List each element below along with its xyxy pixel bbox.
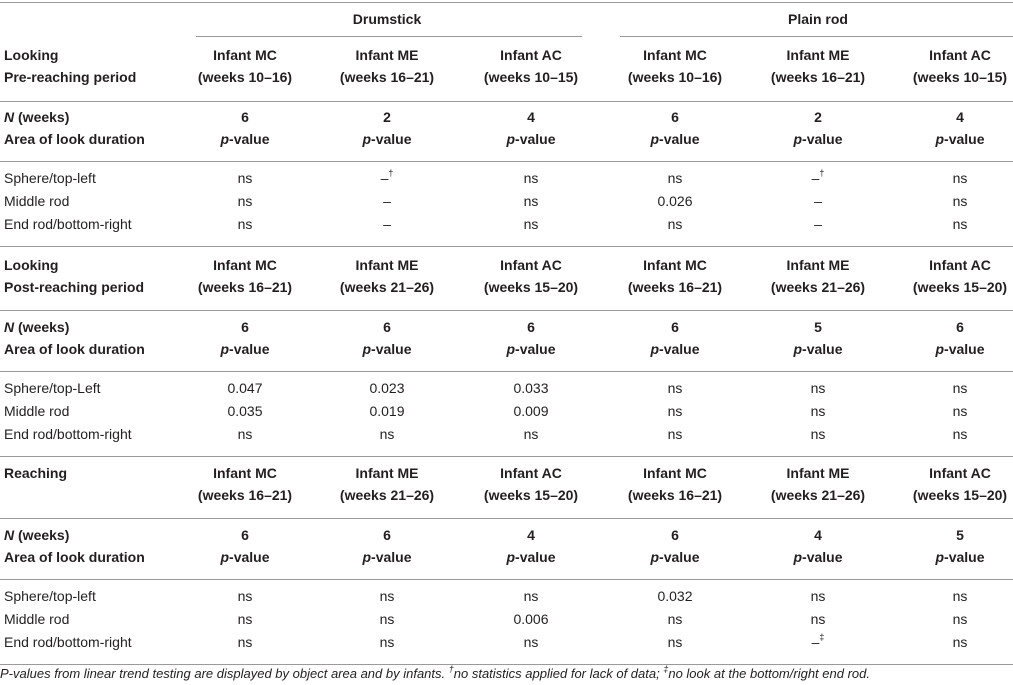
p-value-rule xyxy=(0,161,1013,162)
block-header-rule xyxy=(0,518,1013,519)
p-value-text: 0.032 xyxy=(657,588,693,604)
block-header-rule xyxy=(0,310,1013,311)
p-symbol: p xyxy=(935,549,945,565)
p-value-rule xyxy=(0,371,1013,372)
p-value-text: ns xyxy=(810,588,826,604)
area-of-look-label: Area of look duration xyxy=(4,131,145,147)
column-header-weeks: (weeks 16–21) xyxy=(339,69,435,85)
top-rule xyxy=(0,2,1013,3)
n-value-cell: 6 xyxy=(241,527,249,543)
p-value-text: ns xyxy=(667,170,683,186)
p-value-text: ns xyxy=(237,588,253,604)
p-value-suffix: -value xyxy=(515,549,556,565)
p-value-cell xyxy=(870,400,1013,422)
p-value-text: 0.026 xyxy=(657,193,693,209)
n-value-cell: 4 xyxy=(956,109,964,125)
column-header-infant: Infant MC xyxy=(643,257,707,273)
p-value-text: ns xyxy=(952,403,968,419)
block-label-line2: Post-reaching period xyxy=(4,279,145,295)
p-value-text: – xyxy=(811,634,820,650)
p-symbol: p xyxy=(650,131,660,147)
p-value-text: 0.006 xyxy=(513,611,549,627)
column-header-infant: Infant MC xyxy=(213,257,277,273)
p-value-suffix: -value xyxy=(371,341,412,357)
p-value-text: ns xyxy=(237,634,253,650)
p-value-text: ns xyxy=(810,426,826,442)
p-symbol: p xyxy=(220,549,230,565)
n-value-cell: 6 xyxy=(241,319,249,335)
p-symbol: p xyxy=(220,341,230,357)
p-value-suffix: -value xyxy=(944,549,985,565)
n-value-cell: 6 xyxy=(671,527,679,543)
p-symbol: p xyxy=(793,549,803,565)
n-value-cell: 2 xyxy=(814,109,822,125)
column-header-weeks: (weeks 15–20) xyxy=(912,487,1008,503)
column-header-infant: Infant AC xyxy=(500,465,562,481)
p-value-text: ns xyxy=(952,426,968,442)
column-header-infant: Infant MC xyxy=(643,465,707,481)
column-header-infant: Infant ME xyxy=(355,465,419,481)
block-label-line1: Looking xyxy=(4,47,59,63)
p-value-text: ns xyxy=(667,403,683,419)
row-label: Sphere/top-Left xyxy=(4,380,101,396)
column-header-infant: Infant AC xyxy=(500,47,562,63)
footnote-double-dagger: ‡ xyxy=(663,663,669,674)
column-header-infant: Infant MC xyxy=(213,47,277,63)
p-value-cell xyxy=(870,423,1013,445)
p-symbol: p xyxy=(650,549,660,565)
n-weeks-label xyxy=(4,316,69,338)
footnote-text-1: P-values from linear trend testing are displayed by object area and by infants. xyxy=(0,666,449,681)
group-label-plain-rod: Plain rod xyxy=(788,11,848,27)
n-value-cell: 6 xyxy=(956,319,964,335)
p-value-suffix: -value xyxy=(944,131,985,147)
footnote-dagger: † xyxy=(448,663,454,674)
n-weeks-suffix: (weeks) xyxy=(14,109,70,125)
p-value-text: – xyxy=(811,170,820,186)
n-symbol: N xyxy=(4,527,15,543)
footnote-text-2: no statistics applied for lack of data; xyxy=(453,666,664,681)
column-header-infant: Infant ME xyxy=(355,47,419,63)
p-value-text: – xyxy=(380,170,389,186)
p-value-text: ns xyxy=(237,170,253,186)
p-value-suffix: -value xyxy=(944,341,985,357)
area-of-look-label: Area of look duration xyxy=(4,549,145,565)
column-header-weeks: (weeks 16–21) xyxy=(627,487,723,503)
p-value-cell xyxy=(870,631,1013,653)
p-value-text: ns xyxy=(667,380,683,396)
p-value-suffix: -value xyxy=(515,341,556,357)
p-symbol: p xyxy=(506,341,516,357)
block-end-rule xyxy=(0,246,1013,247)
p-value-text: 0.033 xyxy=(513,380,549,396)
n-value-cell: 6 xyxy=(527,319,535,335)
p-value-text: ns xyxy=(237,193,253,209)
row-label: End rod/bottom-right xyxy=(4,216,132,232)
p-value-text: ns xyxy=(952,588,968,604)
n-weeks-suffix: (weeks) xyxy=(14,527,70,543)
p-value-cell xyxy=(870,585,1013,607)
p-value-text: – xyxy=(814,216,822,232)
row-label: Middle rod xyxy=(4,193,70,209)
footnote-text-3: no look at the bottom/right end rod. xyxy=(668,666,870,681)
column-header-infant: Infant ME xyxy=(786,47,850,63)
p-value-suffix: -value xyxy=(229,341,270,357)
column-header-weeks: (weeks 15–20) xyxy=(912,279,1008,295)
p-value-text: ns xyxy=(667,216,683,232)
n-value-cell: 4 xyxy=(527,109,535,125)
p-value-text: ns xyxy=(810,611,826,627)
p-value-suffix: -value xyxy=(802,131,843,147)
row-label: End rod/bottom-right xyxy=(4,634,132,650)
n-symbol: N xyxy=(4,319,15,335)
p-value-text: ns xyxy=(523,216,539,232)
p-value-suffix: -value xyxy=(229,549,270,565)
row-label: Sphere/top-left xyxy=(4,588,96,604)
column-header-infant: Infant ME xyxy=(355,257,419,273)
p-value-text: ns xyxy=(952,634,968,650)
p-value-text: ns xyxy=(952,170,968,186)
p-value-text: ns xyxy=(810,403,826,419)
n-value-cell: 6 xyxy=(671,109,679,125)
p-symbol: p xyxy=(362,131,372,147)
p-value-cell xyxy=(870,167,1013,189)
row-label: Sphere/top-left xyxy=(4,170,96,186)
p-value-text: ns xyxy=(952,193,968,209)
n-value-cell: 2 xyxy=(383,109,391,125)
p-symbol: p xyxy=(362,549,372,565)
block-end-rule xyxy=(0,456,1013,457)
p-symbol: p xyxy=(650,341,660,357)
n-value-cell: 6 xyxy=(241,109,249,125)
column-header-weeks: (weeks 21–26) xyxy=(339,279,435,295)
p-value-text: ns xyxy=(523,634,539,650)
n-symbol: N xyxy=(4,109,15,125)
p-value-text: ns xyxy=(379,588,395,604)
p-value-text: ns xyxy=(523,426,539,442)
block-label-line1: Looking xyxy=(4,257,59,273)
p-symbol: p xyxy=(935,131,945,147)
footnote-marker: † xyxy=(388,168,394,179)
p-value-text: – xyxy=(383,216,391,232)
p-value-suffix: -value xyxy=(371,549,412,565)
p-value-text: ns xyxy=(523,193,539,209)
p-value-text: 0.047 xyxy=(227,380,263,396)
p-value-text: ns xyxy=(523,588,539,604)
n-value-cell: 4 xyxy=(527,527,535,543)
block-label-line2: Pre-reaching period xyxy=(4,69,137,85)
column-header-weeks: (weeks 21–26) xyxy=(770,487,866,503)
n-value-cell: 6 xyxy=(383,527,391,543)
column-header-infant: Infant ME xyxy=(786,465,850,481)
column-header-weeks: (weeks 10–16) xyxy=(627,69,723,85)
p-value-text: ns xyxy=(237,611,253,627)
p-value-text: ns xyxy=(379,426,395,442)
p-value-text: ns xyxy=(237,216,253,232)
p-value-text: ns xyxy=(667,611,683,627)
column-header-weeks: (weeks 10–15) xyxy=(912,69,1008,85)
column-header-infant: Infant MC xyxy=(643,47,707,63)
p-symbol: p xyxy=(506,131,516,147)
n-value-cell: 5 xyxy=(814,319,822,335)
column-header-infant: Infant AC xyxy=(929,465,991,481)
p-value-cell xyxy=(870,377,1013,399)
column-header-weeks: (weeks 21–26) xyxy=(770,279,866,295)
group-label-drumstick: Drumstick xyxy=(352,11,422,27)
column-header-weeks: (weeks 15–20) xyxy=(483,279,579,295)
n-value-cell: 5 xyxy=(956,527,964,543)
p-symbol: p xyxy=(220,131,230,147)
p-value-text: ns xyxy=(667,426,683,442)
area-of-look-label: Area of look duration xyxy=(4,341,145,357)
p-value-text: ns xyxy=(237,426,253,442)
p-value-text: 0.009 xyxy=(513,403,549,419)
column-header-infant: Infant AC xyxy=(929,47,991,63)
n-value-cell: 4 xyxy=(814,527,822,543)
p-symbol: p xyxy=(935,341,945,357)
row-label: Middle rod xyxy=(4,403,70,419)
group-rule-plain-rod xyxy=(620,36,1013,37)
p-value-cell xyxy=(870,213,1013,235)
p-value-suffix: -value xyxy=(515,131,556,147)
p-value-text: ns xyxy=(952,611,968,627)
p-value-suffix: -value xyxy=(229,131,270,147)
block-label-line1: Reaching xyxy=(4,465,68,481)
group-rule-drumstick xyxy=(196,36,582,37)
p-symbol: p xyxy=(793,341,803,357)
block-header-rule xyxy=(0,101,1013,102)
p-value-header xyxy=(870,128,1013,150)
column-header-weeks: (weeks 16–21) xyxy=(770,69,866,85)
column-header-weeks: (weeks 10–15) xyxy=(483,69,579,85)
p-value-text: ns xyxy=(379,634,395,650)
p-value-suffix: -value xyxy=(802,341,843,357)
p-value-suffix: -value xyxy=(802,549,843,565)
row-label: Middle rod xyxy=(4,611,70,627)
column-header-weeks: (weeks 21–26) xyxy=(339,487,435,503)
column-header-infant: Infant MC xyxy=(213,465,277,481)
p-value-header xyxy=(870,338,1013,360)
column-header-infant: Infant AC xyxy=(929,257,991,273)
footnote-marker: † xyxy=(819,168,825,179)
p-symbol: p xyxy=(362,341,372,357)
p-symbol: p xyxy=(506,549,516,565)
column-header-infant: Infant AC xyxy=(500,257,562,273)
p-value-header xyxy=(870,546,1013,568)
column-header-weeks: (weeks 15–20) xyxy=(483,487,579,503)
p-value-text: – xyxy=(383,193,391,209)
p-value-text: 0.019 xyxy=(369,403,405,419)
p-value-text: ns xyxy=(523,170,539,186)
column-header-weeks: (weeks 16–21) xyxy=(627,279,723,295)
p-value-text: ns xyxy=(952,216,968,232)
p-value-text: ns xyxy=(952,380,968,396)
p-symbol: p xyxy=(793,131,803,147)
column-header-weeks: (weeks 16–21) xyxy=(197,279,293,295)
footnote-marker: ‡ xyxy=(819,632,825,643)
p-value-text: 0.035 xyxy=(227,403,263,419)
p-value-text: 0.023 xyxy=(369,380,405,396)
table-footnote xyxy=(0,664,870,684)
p-value-text: ns xyxy=(379,611,395,627)
p-value-text: ns xyxy=(810,380,826,396)
column-header-weeks: (weeks 16–21) xyxy=(197,487,293,503)
p-value-suffix: -value xyxy=(659,131,700,147)
column-header-infant: Infant ME xyxy=(786,257,850,273)
p-value-rule xyxy=(0,579,1013,580)
row-label: End rod/bottom-right xyxy=(4,426,132,442)
p-value-text: ns xyxy=(667,634,683,650)
p-value-suffix: -value xyxy=(371,131,412,147)
n-weeks-label xyxy=(4,524,69,546)
column-header-weeks: (weeks 10–16) xyxy=(197,69,293,85)
p-value-text: – xyxy=(814,193,822,209)
p-value-suffix: -value xyxy=(659,549,700,565)
n-weeks-suffix: (weeks) xyxy=(14,319,70,335)
p-value-suffix: -value xyxy=(659,341,700,357)
p-value-cell xyxy=(870,190,1013,212)
n-weeks-label xyxy=(4,106,69,128)
p-value-cell xyxy=(870,608,1013,630)
n-value-cell: 6 xyxy=(671,319,679,335)
n-value-cell: 6 xyxy=(383,319,391,335)
